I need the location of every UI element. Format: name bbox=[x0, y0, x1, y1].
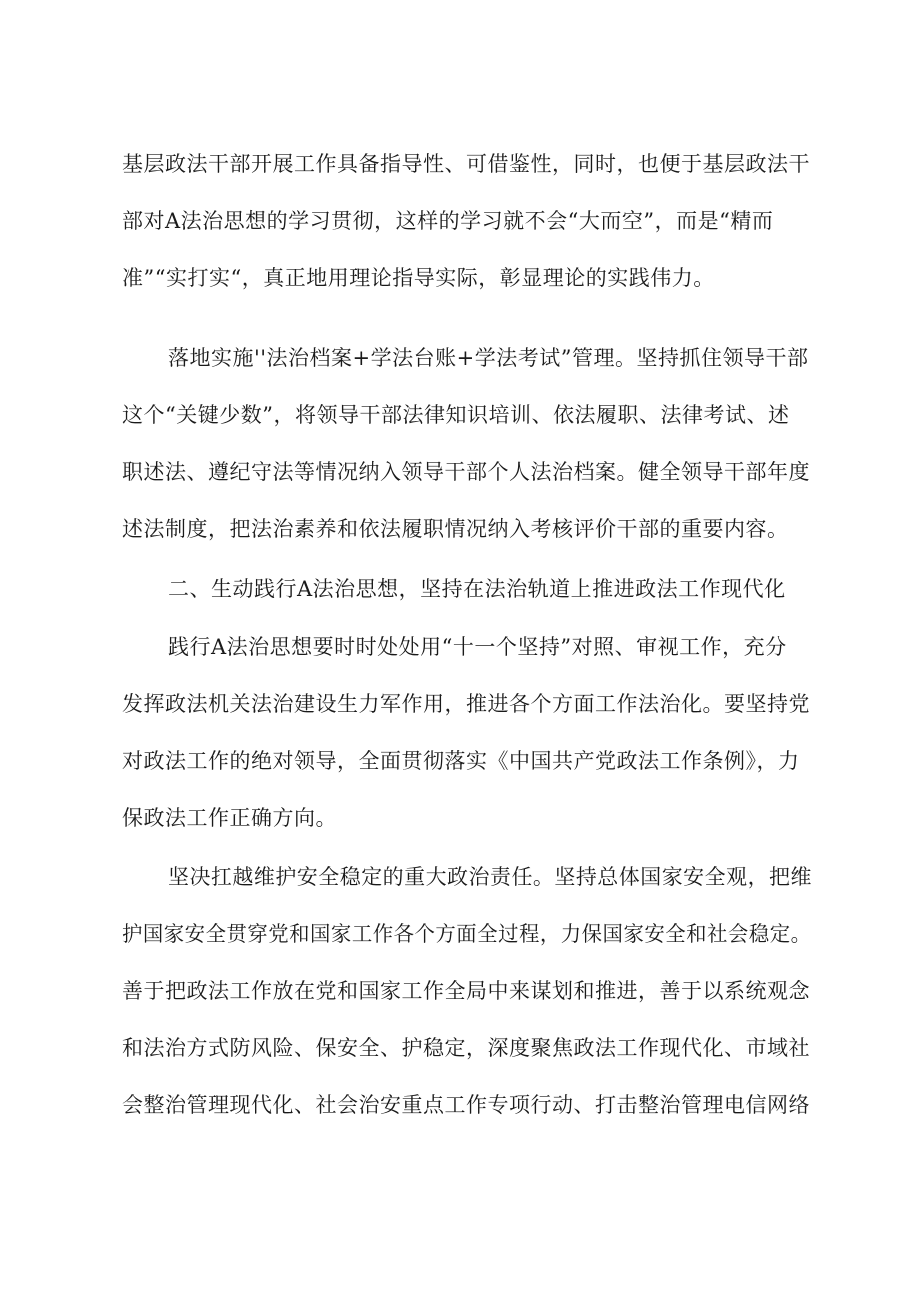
paragraph-2-line-3: 职述法、遵纪守法等情况纳入领导干部个人法治档案。健全领导干部年度 bbox=[122, 460, 810, 484]
paragraph-4-line-5: 会整治管理现代化、社会治安重点工作专项行动、打击整治管理电信网络 bbox=[122, 1093, 810, 1117]
paragraph-1-line-1: 基层政法干部开展工作具备指导性、可借鉴性，同时，也便于基层政法干 bbox=[122, 152, 810, 176]
paragraph-4-line-4: 和法治方式防风险、保安全、护稳定，深度聚焦政法工作现代化、市域社 bbox=[122, 1036, 810, 1060]
paragraph-2-line-4: 述法制度，把法治素养和依法履职情况纳入考核评价干部的重要内容。 bbox=[122, 517, 789, 541]
paragraph-1-line-3: 准”“实打实“，真正地用理论指导实际，彰显理论的实践伟力。 bbox=[122, 266, 715, 290]
section-heading: 二、生动践行A法治思想，坚持在法治轨道上推进政法工作现代化 bbox=[168, 577, 786, 601]
paragraph-4-line-1: 坚决扛越维护安全稳定的重大政治责任。坚持总体国家安全观，把维 bbox=[168, 865, 812, 889]
paragraph-3-line-1: 践行A法治思想要时时处处用“十一个坚持”对照、审视工作，充分 bbox=[168, 635, 787, 659]
paragraph-1-line-2: 部对A法治思想的学习贯彻，这样的学习就不会“大而空”，而是“精而 bbox=[122, 209, 774, 233]
paragraph-3-line-3: 对政法工作的绝对领导，全面贯彻落实《中国共产党政法工作条例》，力 bbox=[122, 749, 800, 773]
paragraph-4-line-2: 护国家安全贯穿党和国家工作各个方面全过程，力保国家安全和社会稳定。 bbox=[122, 922, 812, 946]
paragraph-3-line-2: 发挥政法机关法治建设生力军作用，推进各个方面工作法治化。要坚持党 bbox=[122, 692, 810, 716]
paragraph-2-line-2: 这个“关键少数”，将领导干部法律知识培训、依法履职、法律考试、述 bbox=[122, 403, 790, 427]
paragraph-2-line-1: 落地实施''法治档案+学法台账+学法考试”管理。坚持抓住领导干部 bbox=[168, 346, 809, 370]
paragraph-3-line-4: 保政法工作正确方向。 bbox=[122, 806, 337, 830]
paragraph-4-line-3: 善于把政法工作放在党和国家工作全局中来谋划和推进，善于以系统观念 bbox=[122, 979, 810, 1003]
